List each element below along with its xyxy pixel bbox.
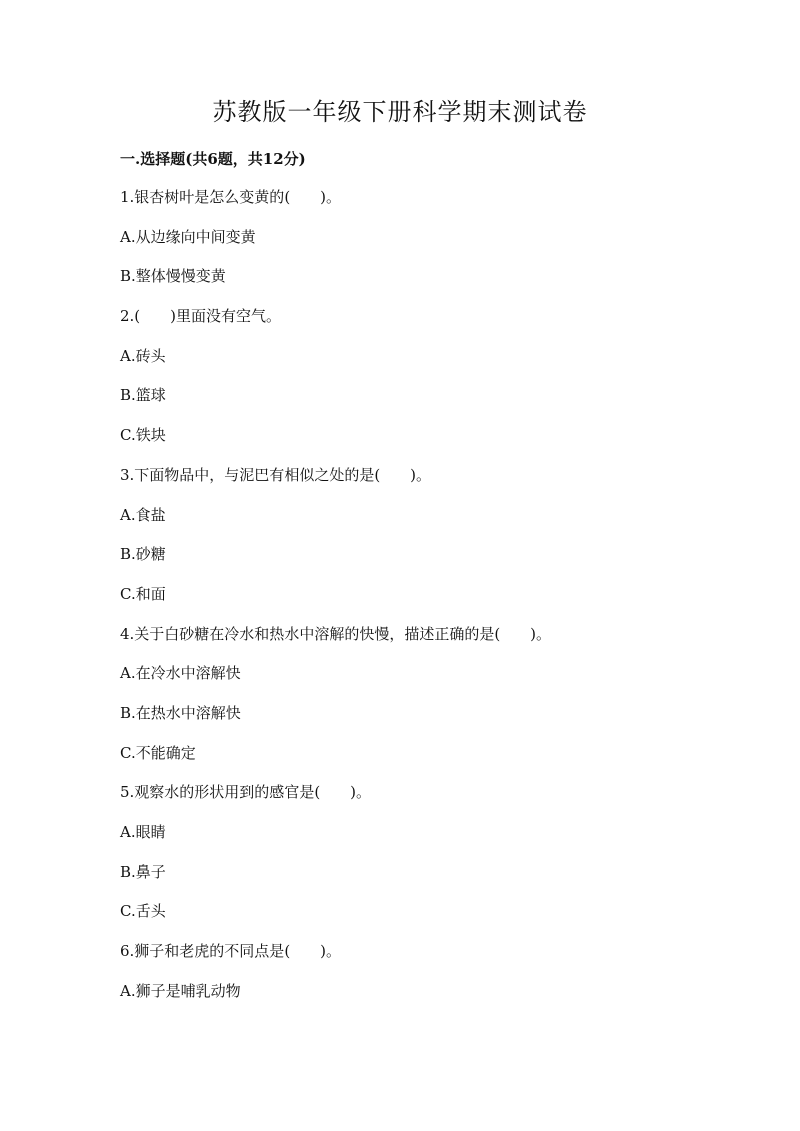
question-3-stem: 3.下面物品中，与泥巴有相似之处的是( )。 bbox=[120, 465, 432, 484]
question-5-stem: 5.观察水的形状用到的感官是( )。 bbox=[120, 783, 372, 802]
question-4-option-c: C.不能确定 bbox=[120, 743, 196, 762]
question-5-option-a: A.眼睛 bbox=[120, 823, 166, 841]
question-list bbox=[120, 186, 740, 1019]
question-2-option-c: C.铁块 bbox=[120, 426, 166, 445]
question-1-option-b: B.整体慢慢变黄 bbox=[120, 267, 226, 286]
question-3-option-a: A.食盐 bbox=[120, 505, 166, 524]
question-5-option-c: C.舌头 bbox=[120, 902, 166, 921]
question-3-option-c: C.和面 bbox=[120, 584, 166, 603]
question-6-option-a: A.狮子是哺乳动物 bbox=[120, 981, 241, 1000]
question-4-option-a: A.在冷水中溶解快 bbox=[120, 664, 241, 683]
question-3-option-b: B.砂糖 bbox=[120, 545, 166, 564]
question-1-option-a: A.从边缘向中间变黄 bbox=[120, 227, 256, 246]
question-2-option-a: A.砖头 bbox=[120, 346, 166, 365]
question-6-stem: 6.狮子和老虎的不同点是( )。 bbox=[120, 942, 342, 961]
question-2-option-b: B.篮球 bbox=[120, 386, 166, 405]
question-5-option-b: B.鼻子 bbox=[120, 862, 166, 881]
question-4-stem: 4.关于白砂糖在冷水和热水中溶解的快慢，描述正确的是( )。 bbox=[120, 624, 552, 643]
section-heading: 一.选择题(共6题，共12分) bbox=[120, 150, 306, 168]
question-2-stem: 2.( )里面没有空气。 bbox=[120, 307, 282, 326]
question-1-stem: 1.银杏树叶是怎么变黄的( )。 bbox=[120, 188, 342, 206]
exam-title: 苏教版一年级下册科学期末测试卷 bbox=[212, 98, 588, 126]
question-4-option-b: B.在热水中溶解快 bbox=[120, 703, 241, 722]
